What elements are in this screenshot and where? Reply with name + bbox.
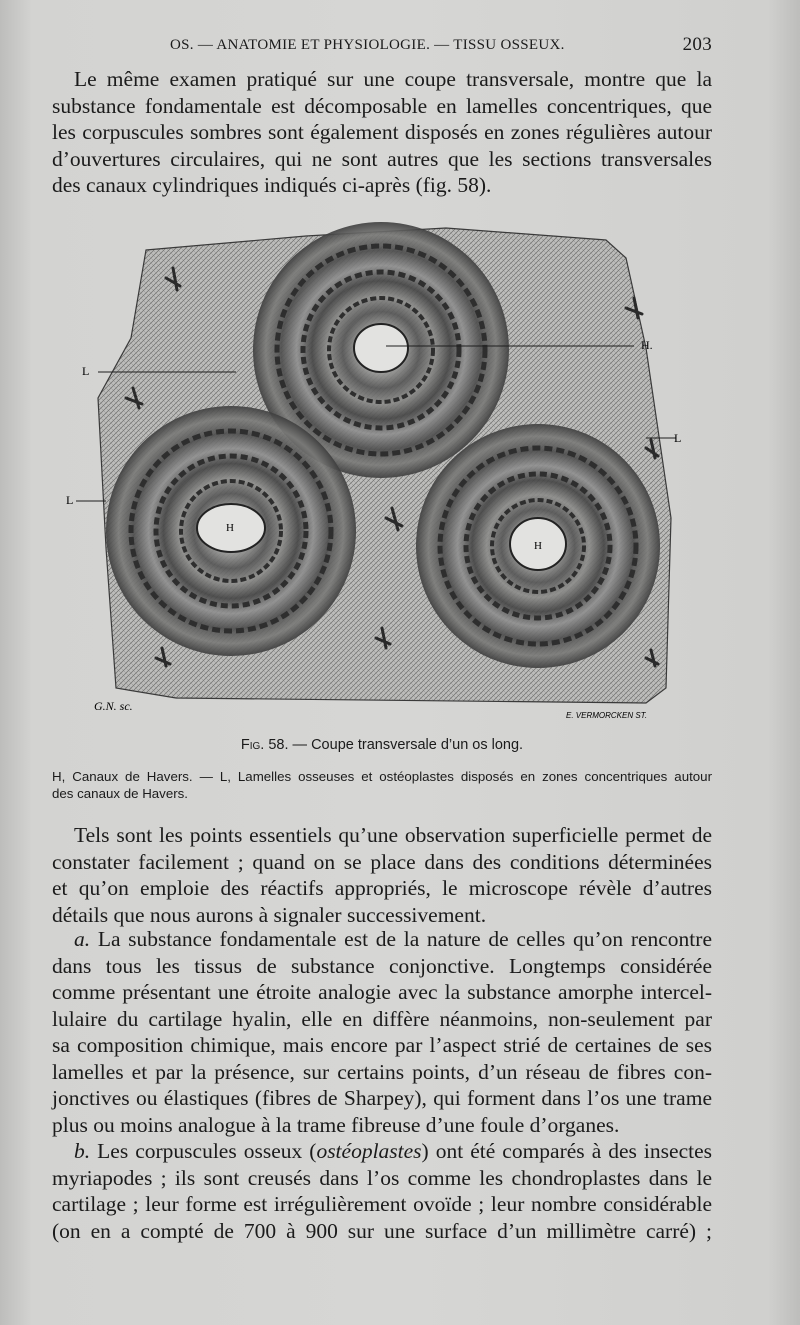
- running-title: OS. — ANATOMIE ET PHYSIOLOGIE. — TISSU OSSEUX.: [170, 37, 565, 53]
- engraver-signature: G.N. sc.: [94, 699, 133, 713]
- text-line: comme présentant une étroite analogie avec la substance amorphe intercel-: [52, 980, 712, 1004]
- text-line: [52, 926, 712, 953]
- text-line: les corpuscules sombres sont également disposés en zones régulières autour: [52, 120, 712, 144]
- page-number: 203: [682, 34, 712, 55]
- text-line: détails que nous aurons à signaler successivement.: [52, 902, 487, 927]
- text-line: dans tous les tissus de substance conjonctive. Longtemps considérée: [52, 953, 712, 978]
- text-line: myriapodes ; ils sont creusés dans l’os comme les chondroplastes dans le: [52, 1165, 712, 1190]
- text-fragment: ) ont été comparés à des insectes: [421, 1139, 712, 1163]
- paragraph-substance-fondamentale: [52, 926, 712, 1138]
- text-line: sa composition chimique, mais encore par l’aspect strié de certaines de ses: [52, 1033, 712, 1057]
- artist-signature: E. VERMORCKEN ST.: [566, 711, 648, 720]
- label-h-top: H.: [641, 338, 653, 352]
- figure-number: Fig. 58.: [240, 737, 289, 753]
- text-line: plus ou moins analogue à la trame fibreuse d’une foule d’organes.: [52, 1112, 620, 1137]
- text-fragment: Les corpuscules osseux (: [90, 1139, 317, 1163]
- label-h-left: H: [226, 522, 234, 534]
- text-line: jonctives ou élastiques (fibres de Sharpey), qui forment dans l’os une trame: [52, 1086, 712, 1110]
- item-marker-a: a.: [74, 927, 91, 951]
- paragraph-observation: [52, 822, 712, 928]
- label-h-right: H: [534, 540, 542, 552]
- label-l-right: L: [674, 431, 682, 445]
- paragraph-intro: [52, 66, 712, 199]
- text-line: (on en a compté de 700 à 900 sur une surface d’un millimètre carré) ;: [52, 1218, 712, 1243]
- label-l-top-left: L: [82, 364, 90, 378]
- paragraph-corpuscules: [52, 1138, 712, 1244]
- italic-term: ostéoplastes: [316, 1139, 422, 1163]
- bone-illustration: [66, 218, 686, 723]
- figure-caption: [52, 737, 712, 753]
- text-line: cartilage ; leur forme est irrégulièrement ovoïde ; leur nombre considérable: [52, 1192, 712, 1216]
- legend-line: H, Canaux de Havers. — L, Lamelles osseuses et ostéoplastes disposés en zones concentriques autour: [52, 769, 712, 784]
- legend-line: des canaux de Havers.: [52, 786, 189, 801]
- label-l-left: L: [66, 493, 74, 507]
- text-line: des canaux cylindriques indiqués ci-après (fig. 58).: [52, 173, 492, 197]
- text-line: Le même examen pratiqué sur une coupe transversale, montre que la: [74, 67, 712, 91]
- figure-legend: [52, 768, 712, 802]
- text-line: lulaire du cartilage hyalin, elle en diffère néanmoins, non-seulement par: [52, 1006, 712, 1031]
- figure-title: — Coupe transversale d’un os long.: [288, 737, 524, 753]
- figure-bone-cross-section: [66, 218, 686, 723]
- text-line: et qu’on emploie des réactifs appropriés, le microscope révèle d’autres: [52, 876, 712, 900]
- text-line: d’ouvertures circulaires, qui ne sont autres que les sections transversales: [52, 146, 712, 171]
- text-line: Tels sont les points essentiels qu’une observation superficielle permet de: [74, 823, 712, 847]
- text-line: constater facilement ; quand on se place dans des conditions déterminées: [52, 849, 712, 874]
- text-line: [52, 1138, 712, 1165]
- text-fragment: La substance fondamentale est de la nature de celles qu’on rencontre: [90, 927, 712, 951]
- running-header: [52, 34, 712, 58]
- item-marker-b: b.: [74, 1139, 91, 1163]
- text-line: lamelles et par la présence, sur certains points, d’un réseau de fibres con-: [52, 1059, 712, 1084]
- text-line: substance fondamentale est décomposable en lamelles concentriques, que: [52, 93, 712, 118]
